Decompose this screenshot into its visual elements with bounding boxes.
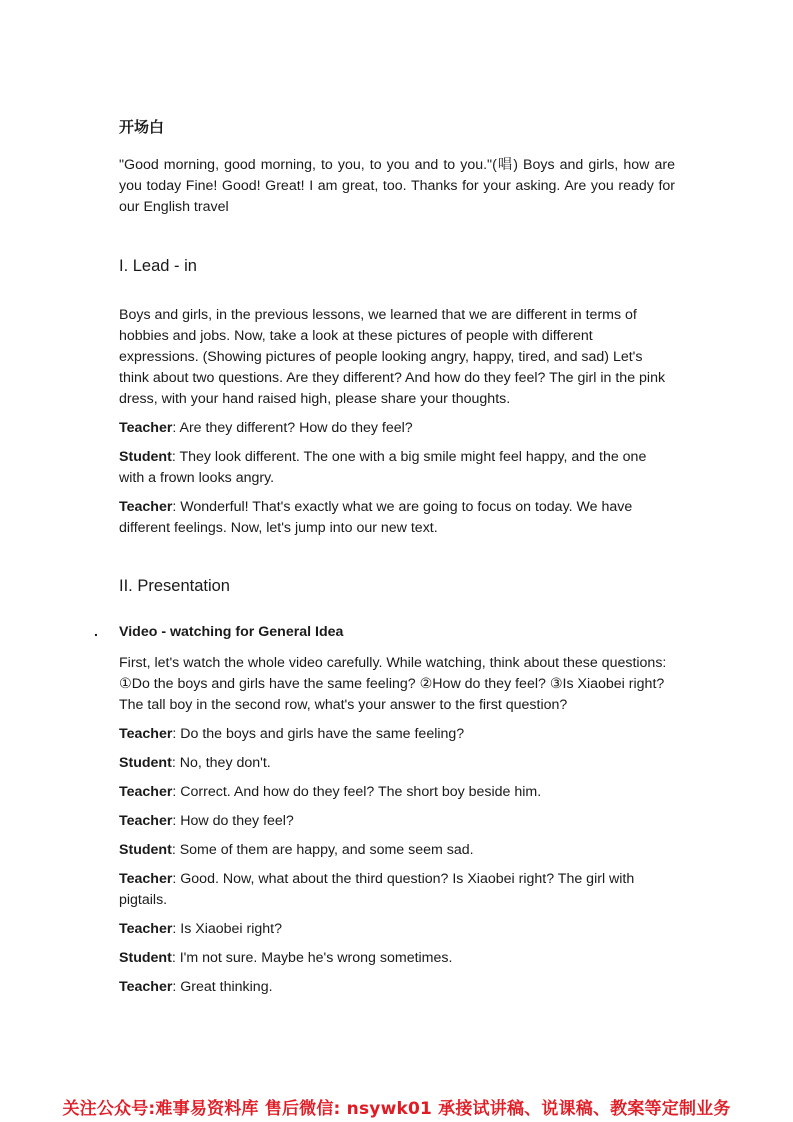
- dialogue-text: : They look different. The one with a big smile might feel happy, and the one with a frown looks angry.: [119, 449, 647, 486]
- speaker-label: Teacher: [119, 813, 173, 829]
- dialogue-line: [119, 977, 675, 998]
- presentation-subheading: Video - watching for General Idea: [119, 624, 344, 640]
- speaker-label: Teacher: [119, 499, 173, 515]
- speaker-label: Student: [119, 449, 172, 465]
- lead-in-intro: Boys and girls, in the previous lessons, we learned that we are different in terms of hobbies and jobs. Now, take a look at these pictures of people with different expressions. (Showing pictures of people looking angry, happy, tired, and sad) Let's think about two questions. Are they different? And how do they feel? The girl in the pink dress, with your hand raised high, please share your thoughts.: [119, 307, 666, 407]
- dialogue-line: [119, 948, 675, 969]
- presentation-intro: First, let's watch the whole video carefully. While watching, think about these questions: ①Do the boys and girls have the same feeling? ②How do they feel? ③Is Xiaobei right? The tall boy in the second row, what's your answer to the first question?: [119, 655, 667, 713]
- dialogue-text: : Do the boys and girls have the same feeling?: [172, 726, 465, 742]
- presentation-section: [119, 653, 675, 1006]
- dialogue-text: : Great thinking.: [172, 979, 273, 995]
- lead-in-heading: I. Lead - in: [119, 257, 197, 275]
- speaker-label: Teacher: [119, 420, 173, 436]
- speaker-label: Student: [119, 950, 172, 966]
- dialogue-text: : Some of them are happy, and some seem sad.: [171, 842, 474, 858]
- speaker-label: Student: [119, 842, 172, 858]
- lead-in-section: [119, 305, 675, 547]
- dialogue-text: : Wonderful! That's exactly what we are going to focus on today. We have different feelings. Now, let's jump into our new text.: [119, 499, 633, 536]
- dialogue-text: : I'm not sure. Maybe he's wrong sometimes.: [171, 950, 453, 966]
- dialogue-text: : Good. Now, what about the third question? Is Xiaobei right? The girl with pigtails.: [119, 871, 635, 908]
- presentation-heading: II. Presentation: [119, 577, 230, 595]
- dialogue-line: [119, 869, 675, 911]
- footer-watermark: 关注公众号:难事易资料库 售后微信: nsywk01 承接试讲稿、说课稿、教案等定制业务: [62, 1099, 731, 1119]
- speaker-label: Student: [119, 755, 172, 771]
- opening-paragraph: "Good morning, good morning, to you, to you and to you."(唱) Boys and girls, how are you today Fine! Good! Great! I am great, too. Thanks for your asking. Are you ready for our English travel: [119, 157, 675, 215]
- dialogue-line: [119, 840, 675, 861]
- dialogue-text: : Is Xiaobei right?: [172, 921, 282, 937]
- speaker-label: Teacher: [119, 921, 173, 937]
- dialogue-line: [119, 811, 675, 832]
- dialogue-line: [119, 497, 675, 539]
- speaker-label: Teacher: [119, 979, 173, 995]
- dialogue-line: [119, 447, 675, 489]
- dialogue-text: : No, they don't.: [171, 755, 271, 771]
- dialogue-line: [119, 724, 675, 745]
- opening-title: 开场白: [119, 118, 165, 136]
- dialogue-text: : Are they different? How do they feel?: [172, 420, 413, 436]
- dialogue-line: [119, 919, 675, 940]
- speaker-label: Teacher: [119, 784, 173, 800]
- speaker-label: Teacher: [119, 726, 173, 742]
- dialogue-text: : How do they feel?: [172, 813, 294, 829]
- speaker-label: Teacher: [119, 871, 173, 887]
- bullet-marker: .: [94, 624, 98, 640]
- dialogue-line: [119, 418, 675, 439]
- dialogue-text: : Correct. And how do they feel? The short boy beside him.: [172, 784, 542, 800]
- dialogue-line: [119, 753, 675, 774]
- dialogue-line: [119, 782, 675, 803]
